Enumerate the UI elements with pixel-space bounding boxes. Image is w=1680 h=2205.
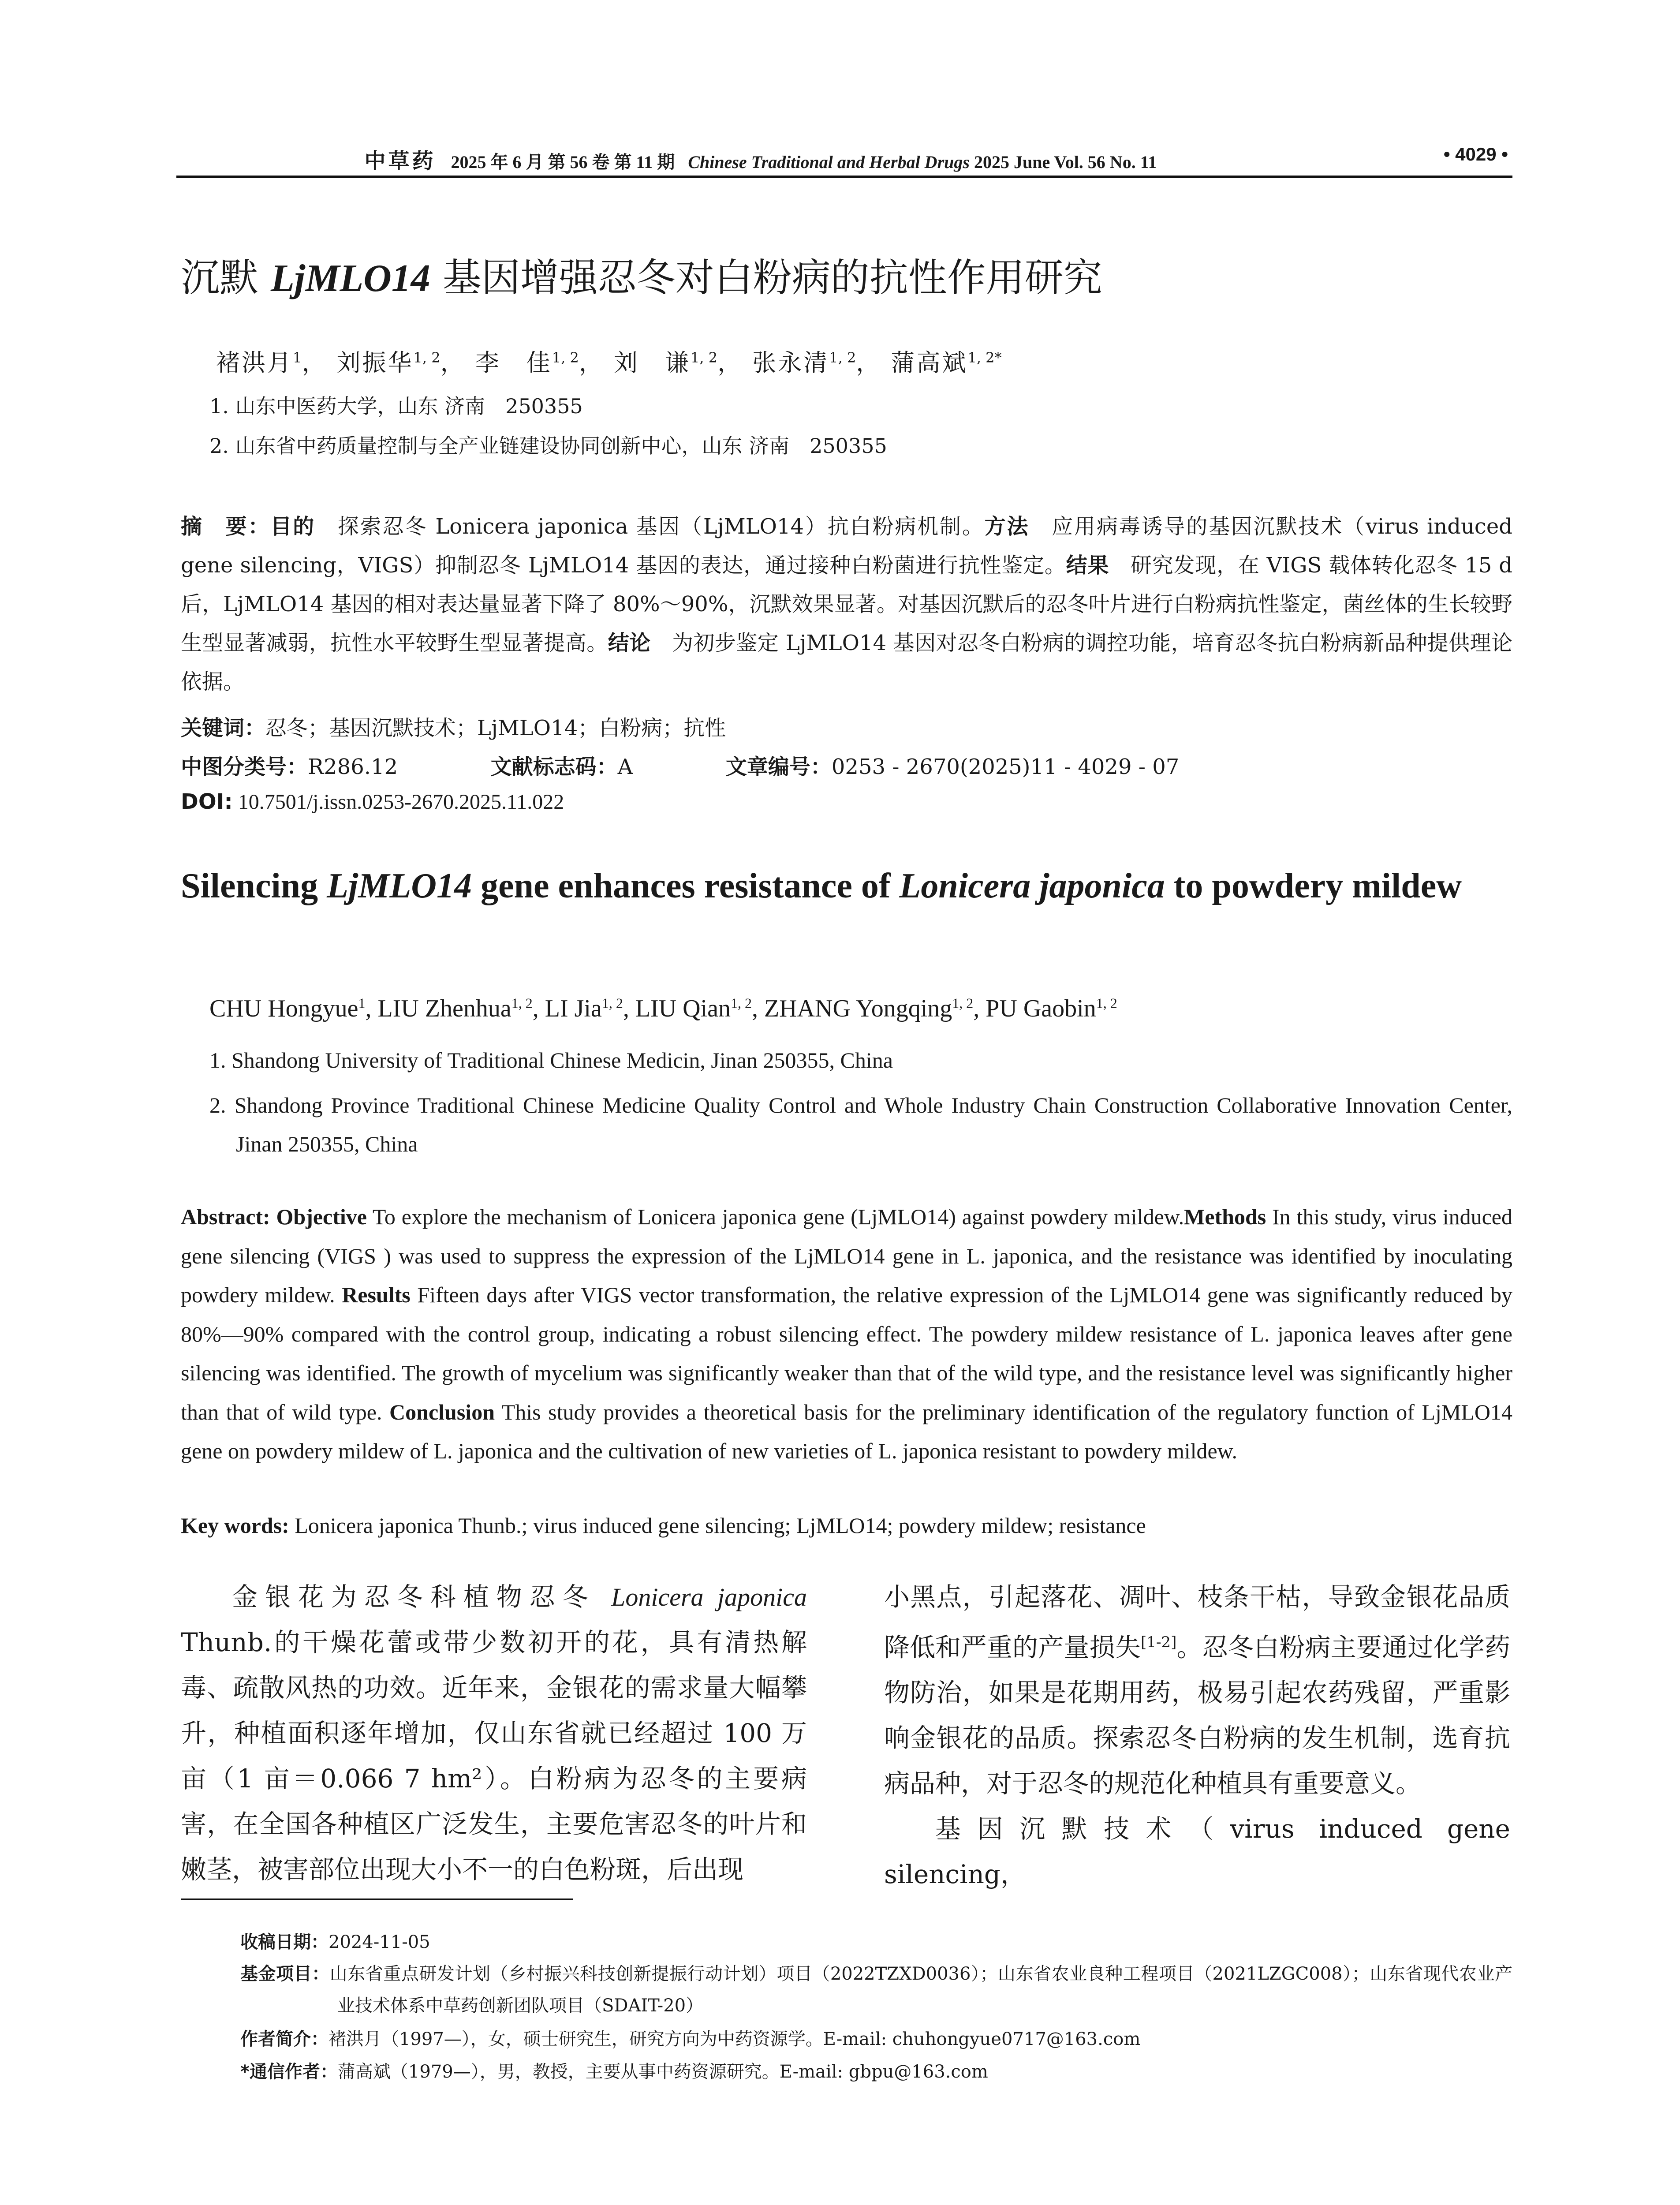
- running-header: [176, 140, 1512, 178]
- abstract-en-methods: In this study, virus induced gene silencing (VIGS ) was used to suppress the expression of the LjMLO14 gene in L. japonica, and the resistance was identified by inoculating powdery mildew.: [181, 1204, 1512, 1307]
- author-sup: 1, 2: [601, 995, 623, 1011]
- keywords-en: [181, 1513, 1512, 1538]
- author-sup: 1, 2: [413, 349, 441, 366]
- citation-ref: [1-2]: [1141, 1633, 1177, 1651]
- author-sup: 1, 2: [691, 349, 718, 366]
- author-en: CHU Hongyue: [209, 995, 358, 1022]
- keywords-cn-label: 关键词：: [181, 716, 266, 740]
- doi-value: 10.7501/j.issn.0253-2670.2025.11.022: [238, 790, 564, 814]
- author-sup: 1, 2: [952, 995, 974, 1011]
- abstract-cn-objective-label: 目的: [270, 514, 316, 539]
- affiliation-cn-2: 2. 山东省中药质量控制与全产业链建设协同创新中心，山东 济南 250355: [209, 434, 887, 458]
- footnote-label: 收稿日期：: [240, 1932, 329, 1952]
- author-en: ZHANG Yongqing: [764, 995, 952, 1022]
- keywords-en-text: Lonicera japonica Thunb.; virus induced gene silencing; LjMLO14; powdery mildew; resistance: [295, 1513, 1146, 1538]
- author-cn: 刘振华: [336, 349, 414, 377]
- footnote-author: [240, 2023, 1140, 2055]
- author-sup: 1, 2: [511, 995, 533, 1011]
- abstract-cn-methods-label: 方法: [984, 514, 1030, 539]
- abstract-en-objective-label: Objective: [276, 1204, 367, 1229]
- title-en-part: Silencing: [181, 867, 327, 905]
- body-species: Lonicera japonica: [611, 1583, 807, 1611]
- authors-cn: 褚洪月$^1$， 刘振华$^{1, 2}$， 李 佳$^{1, 2}$， 刘 谦$^{1, 2}$， 张永清$^{1, 2}$， 蒲高斌$^{1, 2*}$: [216, 349, 1002, 377]
- title-en-gene: LjMLO14: [327, 867, 472, 905]
- article-number-value: 0253 - 2670(2025)11 - 4029 - 07: [831, 755, 1180, 779]
- body-right-column: [884, 1574, 1510, 1897]
- author-en: LI Jia: [545, 995, 602, 1022]
- authors-en: CHU Hongyue$^1$, LIU Zhenhua$^{1, 2}$, LI Jia$^{1, 2}$, LIU Qian$^{1, 2}$, ZHANG Yongqing$^{1, 2}$, PU Gaobin$^{1, 2}$: [209, 995, 1117, 1022]
- footnote-text: 山东省重点研发计划（乡村振兴科技创新提振行动计划）项目（2022TZXD0036）；山东省农业良种工程项目（2021LZGC008）；山东省现代农业产业技术体系中草药创新团队项目（SDAIT-20）: [329, 1964, 1513, 2016]
- body-text: 。忍冬白粉病主要通过化学药物防治，如果是花期用药，极易引起农药残留，严重影响金银花的品质。探索忍冬白粉病的发生机制，选育抗病品种，对于忍冬的规范化种植具有重要意义。: [884, 1632, 1510, 1799]
- footnote-text: 褚洪月（1997—），女，硕士研究生，研究方向为中药资源学。E-mail: chuhongyue0717@163.com: [329, 2029, 1141, 2049]
- footnote-text: 蒲高斌（1979—），男，教授，主要从事中药资源研究。E-mail: gbpu@163.com: [337, 2062, 988, 2082]
- author-en: LIU Zhenhua: [377, 995, 511, 1022]
- author-en: LIU Qian: [635, 995, 731, 1022]
- body-left-column: [181, 1574, 807, 1892]
- footnote-label: 作者简介：: [240, 2029, 329, 2049]
- article-number-label: 文章编号：: [725, 755, 832, 779]
- author-sup: 1, 2: [829, 349, 856, 366]
- header-center: [176, 144, 1345, 174]
- body-text: 金银花为忍冬科植物忍冬: [232, 1582, 612, 1612]
- issue-en: 2025 June Vol. 56 No. 11: [974, 152, 1157, 172]
- author-cn: 刘 谦: [614, 349, 691, 377]
- title-en-part: gene enhances resistance of: [472, 867, 900, 905]
- affiliation-en-1: 1. Shandong University of Traditional Chinese Medicin, Jinan 250355, China: [209, 1048, 893, 1073]
- abstract-cn-conclusion-label: 结论: [608, 631, 651, 655]
- clc-value: R286.12: [308, 755, 398, 779]
- body-paragraph: 基因沉默技术（virus induced gene silencing，: [884, 1814, 1510, 1890]
- body-text: Thunb.的干燥花蕾或带少数初开的花，具有清热解毒、疏散风热的功效。近年来，金银花的需求量大幅攀升，种植面积逐年增加，仅山东省就已经超过 100 万亩（1 亩＝0.066 7 hm²）。白粉病为忍冬的主要病害，在全国各种植区广泛发生，主要危害忍冬的叶片和嫩茎，被害部位出现大小不一的白色粉斑，后出现: [181, 1627, 807, 1884]
- abstract-en-results: Fifteen days after VIGS vector transformation, the relative expression of the LjMLO14 gene was significantly reduced by 80%—90% compared with the control group, indicating a robust silencing effect. The powdery mildew resistance of L. japonica leaves after gene silencing was identified. The growth of mycelium was significantly weaker than that of the wild type, and the resistance level was significantly higher than that of wild type.: [181, 1282, 1513, 1424]
- issue-cn: 2025 年 6 月 第 56 卷 第 11 期: [451, 152, 675, 172]
- footnote-fund: [240, 1958, 1512, 2022]
- title-en-species: Lonicera japonica: [899, 867, 1165, 905]
- abstract-cn: [181, 507, 1512, 701]
- doi-label: DOI:: [181, 789, 233, 814]
- clc-label: 中图分类号：: [181, 755, 308, 779]
- affiliation-cn-1: 1. 山东中医药大学，山东 济南 250355: [209, 394, 583, 418]
- abstract-cn-methods: 应用病毒诱导的基因沉默技术（virus induced gene silencing，VIGS）抑制忍冬 LjMLO14 基因的表达，通过接种白粉菌进行抗性鉴定。: [181, 514, 1512, 578]
- footnote-corresponding: [240, 2056, 988, 2088]
- abstract-en-methods-label: Methods: [1184, 1204, 1266, 1229]
- title-cn: [181, 247, 1504, 303]
- page-number: • 4029 •: [1443, 144, 1508, 164]
- author-cn: 张永清: [752, 349, 829, 377]
- title-cn-pre: 沉默: [181, 255, 271, 300]
- title-cn-post: 基因增强忍冬对白粉病的抗性作用研究: [430, 255, 1102, 300]
- author-cn: 褚洪月: [216, 349, 293, 377]
- footnote-label: 基金项目：: [240, 1964, 330, 1984]
- author-sup: 1, 2*: [967, 349, 1002, 366]
- doc-code-value: A: [617, 755, 633, 779]
- abstract-en-label: Abstract:: [181, 1204, 270, 1229]
- author-sup: 1, 2: [730, 995, 752, 1011]
- abstract-en: [181, 1197, 1512, 1471]
- abstract-cn-results-label: 结果: [1066, 553, 1109, 578]
- body-paragraph: [181, 1574, 807, 1892]
- footnote-text: 2024-11-05: [329, 1932, 430, 1952]
- journal-name-en: Chinese Traditional and Herbal Drugs: [688, 152, 970, 172]
- author-sup: 1: [293, 349, 302, 366]
- doc-code-label: 文献标志码：: [490, 755, 618, 779]
- author-en: PU Gaobin: [986, 995, 1096, 1022]
- body-text: 小黑点，引起落花、凋叶、枝条干枯，导致金银花品质降低和严重的产量损失: [884, 1582, 1510, 1663]
- abstract-cn-label: 摘 要：: [181, 514, 271, 539]
- keywords-cn-text: 忍冬；基因沉默技术；LjMLO14；白粉病；抗性: [265, 716, 726, 740]
- abstract-en-objective: To explore the mechanism of Lonicera japonica gene (LjMLO14) against powdery mildew.: [366, 1204, 1184, 1229]
- keywords-cn: [181, 711, 726, 741]
- footnote-rule: [181, 1899, 573, 1900]
- body-paragraph: [884, 1574, 1510, 1806]
- affiliation-en-2: 2. Shandong Province Traditional Chinese Medicine Quality Control and Whole Industry Chain Construction Collaborative Innovation Center, Jinan 250355, China: [209, 1093, 1512, 1156]
- author-sup: 1, 2: [552, 349, 579, 366]
- keywords-en-label: Key words:: [181, 1513, 289, 1538]
- abstract-cn-conclusion: 为初步鉴定 LjMLO14 基因对忍冬白粉病的调控功能，培育忍冬抗白粉病新品种提供理论依据。: [181, 631, 1512, 694]
- author-sup: 1: [358, 995, 366, 1011]
- journal-name-cn: 中草药: [364, 149, 436, 173]
- doi-line: [181, 789, 564, 814]
- title-en: [181, 860, 1512, 912]
- footnote-label: *通信作者：: [240, 2062, 338, 2082]
- author-sup: 1, 2: [1096, 995, 1117, 1011]
- abstract-cn-objective: 探索忍冬 Lonicera japonica 基因（LjMLO14）抗白粉病机制。: [315, 514, 985, 539]
- abstract-en-conclusion-label: Conclusion: [389, 1399, 495, 1424]
- abstract-cn-results: 研究发现，在 VIGS 载体转化忍冬 15 d 后，LjMLO14 基因的相对表达量显著下降了 80%～90%，沉默效果显著。对基因沉默后的忍冬叶片进行白粉病抗性鉴定，菌丝体的生长较野生型显著减弱，抗性水平较野生型显著提高。: [181, 553, 1512, 655]
- abstract-en-conclusion: This study provides a theoretical basis for the preliminary identification of the regulatory function of LjMLO14 gene on powdery mildew of L. japonica and the cultivation of new varieties of L. japonica resistant to powdery mildew.: [181, 1399, 1513, 1463]
- author-cn: 李 佳: [475, 349, 552, 377]
- classification-line: [181, 750, 1179, 780]
- title-en-part: to powdery mildew: [1165, 867, 1462, 905]
- abstract-en-results-label: Results: [342, 1282, 411, 1307]
- title-cn-gene: LjMLO14: [270, 257, 430, 300]
- footnote-received: [240, 1926, 430, 1958]
- author-cn: 蒲高斌: [891, 349, 968, 377]
